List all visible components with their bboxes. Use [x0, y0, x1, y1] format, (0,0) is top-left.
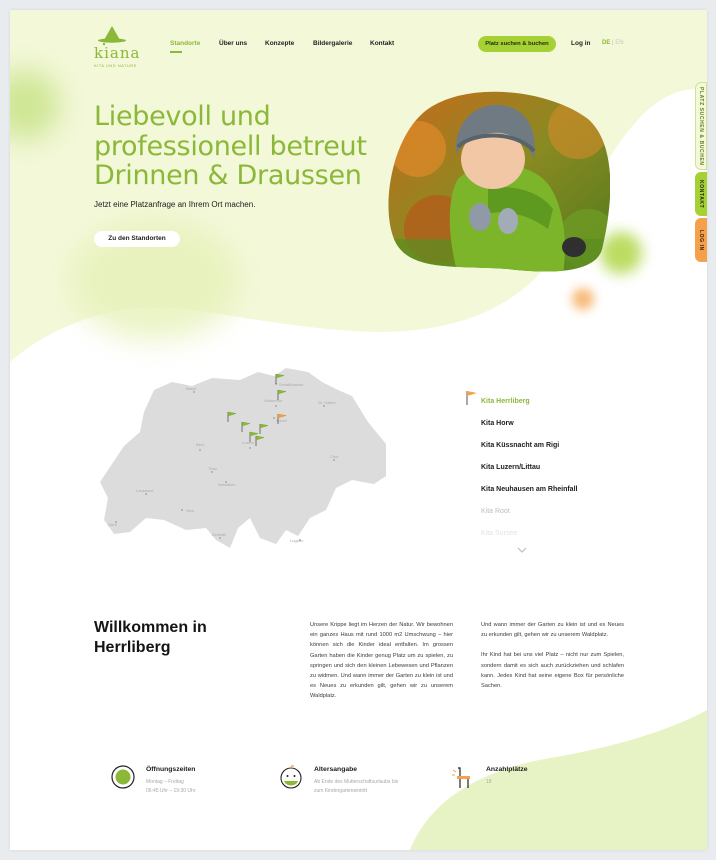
hero-title-line2: professionell betreut — [94, 130, 367, 162]
sidetab-platz-suchen-label: PLATZ SUCHEN & BUCHEN — [698, 86, 704, 166]
chair-icon — [450, 764, 476, 790]
sidetab-platz-suchen[interactable] — [695, 82, 707, 170]
sidetab-kontakt-label: KONTAKT — [698, 179, 704, 209]
kita-list-item[interactable]: Kita Neuhausen am Rheinfall — [481, 486, 578, 493]
map-city-st-gallen: St. Gallen — [318, 400, 336, 405]
info-places-count: 18 — [486, 779, 492, 785]
map-city-genf: Genf — [108, 522, 117, 527]
language-switcher — [602, 40, 624, 46]
kita-list-item[interactable]: Kita Küssnacht am Rigi — [481, 442, 560, 449]
map-city-interlaken: Interlaken — [218, 482, 236, 487]
info-age-text — [314, 778, 398, 795]
info-age-line2: zum Kindergarteneintritt — [314, 787, 368, 794]
nav-ueber-uns[interactable]: Über uns — [219, 40, 248, 47]
lang-de[interactable]: DE — [602, 40, 611, 46]
platz-suchen-button[interactable]: Platz suchen & buchen — [478, 36, 556, 52]
map-city-zuerich: Zürich — [276, 418, 288, 423]
kita-list-item[interactable]: Kita Herrliberg — [481, 398, 530, 405]
map-city-lausanne: Lausanne — [136, 488, 154, 493]
kita-list-item[interactable]: Kita Horw — [481, 420, 514, 427]
hero-title-line1: Liebevoll und — [94, 101, 271, 132]
info-opening-hours-days: Montag – Freitag — [146, 779, 184, 785]
sidetab-login-label: LOG IN — [698, 229, 704, 251]
kita-list-item[interactable]: Kita Sursee — [481, 530, 518, 537]
map-city-winterthur: Winterthur — [264, 398, 283, 403]
map-city-luzern: Luzern — [242, 440, 255, 445]
nav-bildergalerie[interactable]: Bildergalerie — [313, 40, 353, 47]
logo[interactable] — [90, 24, 150, 74]
info-places-title: Anzahlplätze — [486, 766, 528, 773]
welcome-text-col2-p2: Ihr Kind hat bei uns viel Platz – nicht nur zum Spielen, sondern damit es sich auch zurückziehen und schlafen kann. Jedes Kind hat seine eigene Box für persönliche Sachen. — [481, 652, 624, 690]
nav-konzepte[interactable]: Konzepte — [265, 40, 295, 47]
nav-kontakt[interactable]: Kontakt — [370, 40, 395, 47]
map-city-basel: Basel — [186, 386, 197, 391]
hero-subtitle: Jetzt eine Platzanfrage an Ihrem Ort machen. — [94, 200, 256, 209]
hero-title-line3: Drinnen & Draussen — [94, 160, 362, 191]
info-age-line1: Ab Ende des Mutterschaftsurlaubs bis — [314, 779, 399, 785]
clock-icon — [110, 764, 136, 790]
chevron-down-icon[interactable] — [517, 547, 527, 553]
info-opening-hours-time: 06:45 Uhr – 19:30 Uhr — [146, 787, 196, 794]
welcome-text-col2 — [481, 620, 624, 691]
hero-title — [94, 102, 414, 191]
welcome-text-col2-p1: Und wann immer der Garten zu klein ist und es Neues zu erkunden gilt, gehen wir zu unserem Waldplatz. — [481, 622, 624, 639]
nav-active-underline — [170, 51, 182, 53]
kita-list-item[interactable]: Kita Luzern/Littau — [481, 464, 541, 471]
map-city-thun: Thun — [208, 466, 218, 471]
logo-hat-icon — [90, 24, 130, 46]
welcome-title-line2: Herrliberg — [94, 639, 171, 656]
kita-list-item[interactable]: Kita Root — [481, 508, 510, 515]
info-age-title: Altersangabe — [314, 766, 358, 773]
lang-separator: | — [612, 40, 614, 46]
nav-standorte[interactable]: Standorte — [170, 40, 201, 47]
info-opening-hours-title: Öffnungszeiten — [146, 766, 196, 773]
age-face-icon — [278, 764, 304, 790]
map-city-schaffhausen: Schaffhausen — [279, 382, 304, 387]
lang-en[interactable]: EN — [615, 40, 624, 46]
sidetab-login[interactable] — [695, 218, 707, 262]
logo-wordmark: kiana — [94, 44, 141, 62]
info-opening-hours-text — [146, 778, 195, 795]
welcome-title — [94, 618, 274, 658]
login-link[interactable]: Log in — [571, 40, 591, 47]
welcome-text-col1: Unsere Krippe liegt im Herzen der Natur. Wir bewohnen ein ganzes Haus mit rund 1000 m2 Umschwung – hier können sich die Kinder ideal entfalten. Im grossen Garten haben die Kinder genug Platz um zu spielen, zu springen und sich den kleinen Lebewesen und Pflanzen zu widmen. Und wann immer der Garten zu klein ist und es Neues zu erkunden gilt, gehen wir zu unserem Waldplatz. — [310, 622, 453, 700]
info-places-text — [486, 778, 492, 787]
hero-photo-child — [388, 89, 610, 275]
kita-list — [481, 398, 577, 542]
map-city-bern: Bern — [196, 442, 205, 447]
map-city-sion: Sion — [186, 508, 195, 513]
welcome-title-line1: Willkommen in — [94, 619, 207, 636]
sidetab-kontakt[interactable] — [695, 172, 707, 216]
switzerland-map — [90, 360, 390, 560]
decor-blob-orange — [572, 288, 594, 310]
map-city-lugano: Lugano — [290, 538, 304, 543]
flag-orange-icon — [465, 390, 479, 406]
zu-den-standorten-button[interactable]: Zu den Standorten — [94, 231, 180, 247]
logo-tagline: KITA UND NATURE — [94, 63, 137, 68]
map-city-chur: Chur — [330, 454, 339, 459]
page — [10, 10, 707, 850]
map-city-zermatt: Zermatt — [212, 532, 226, 537]
